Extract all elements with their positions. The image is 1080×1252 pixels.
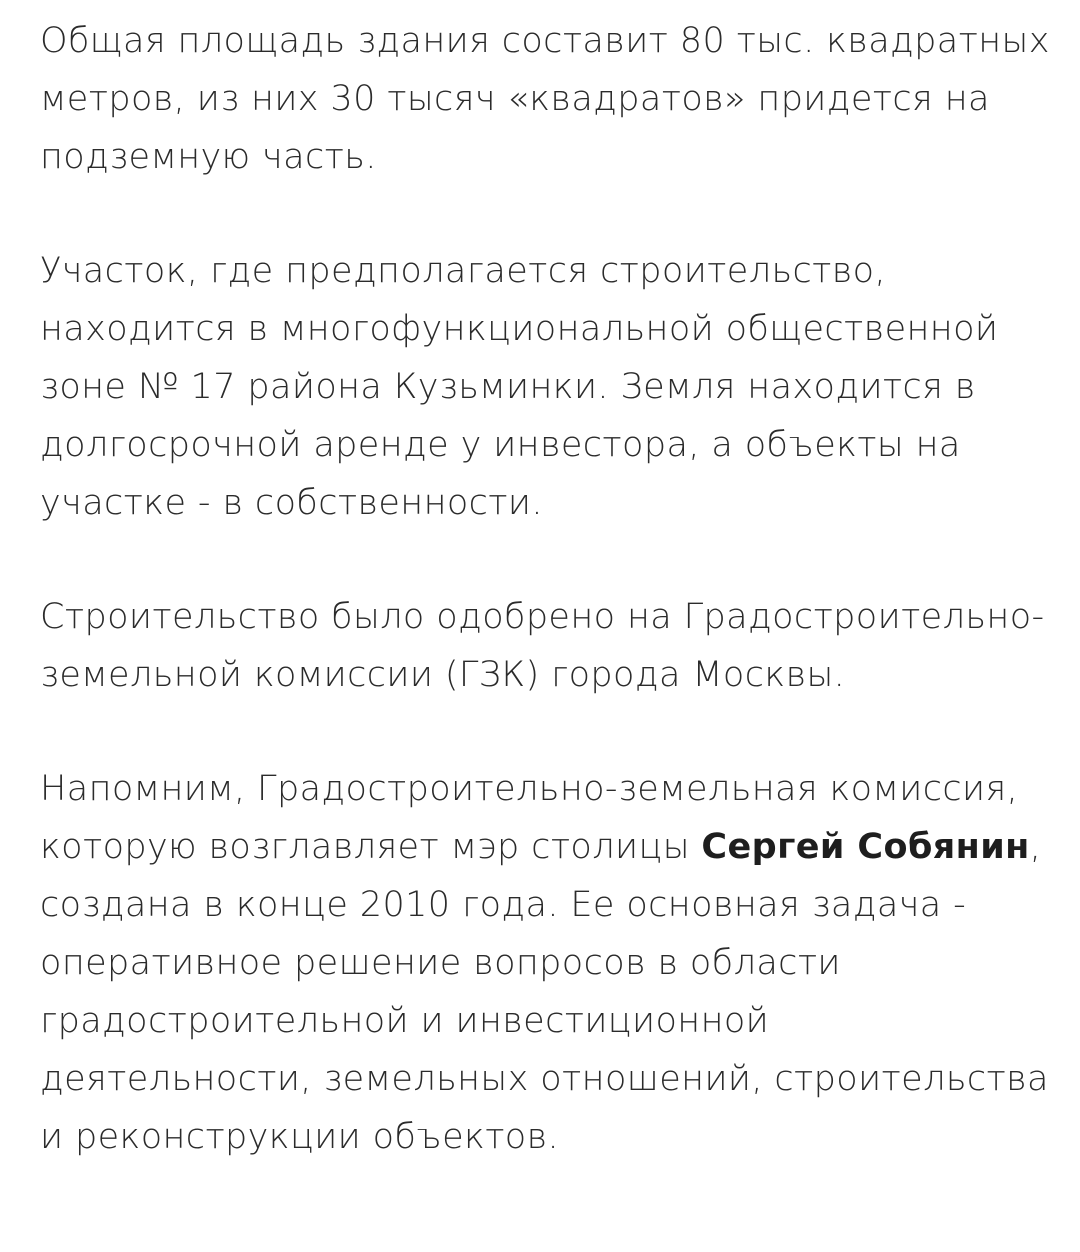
- paragraph-approval: Строительство было одобрено на Градостроительно-земельной комиссии (ГЗК) города Москвы.: [40, 597, 1045, 695]
- article-body: [40, 12, 1050, 1166]
- paragraph-land-plot: Участок, где предполагается строительство, находится в многофункциональной общественной зоне № 17 района Кузьминки. Земля находится в долгосрочной аренде у инвестора, а объекты на участке - в собственности.: [40, 251, 999, 523]
- commission-text-end: , создана в конце 2010 года. Ее основная задача - оперативное решение вопросов в области градостроительной и инвестиционной деятельности, земельных отношений, строительства и реконструкции объектов.: [40, 827, 1049, 1157]
- paragraph-building-area: Общая площадь здания составит 80 тыс. квадратных метров, из них 30 тысяч «квадратов» придется на подземную часть.: [40, 21, 1050, 177]
- mayor-name: Сергей Собянин: [701, 827, 1030, 867]
- paragraph-commission: [40, 760, 1050, 1166]
- commission-text-start: Напомним, Градостроительно-земельная комиссия, которую возглавляет мэр столицы: [40, 769, 1019, 867]
